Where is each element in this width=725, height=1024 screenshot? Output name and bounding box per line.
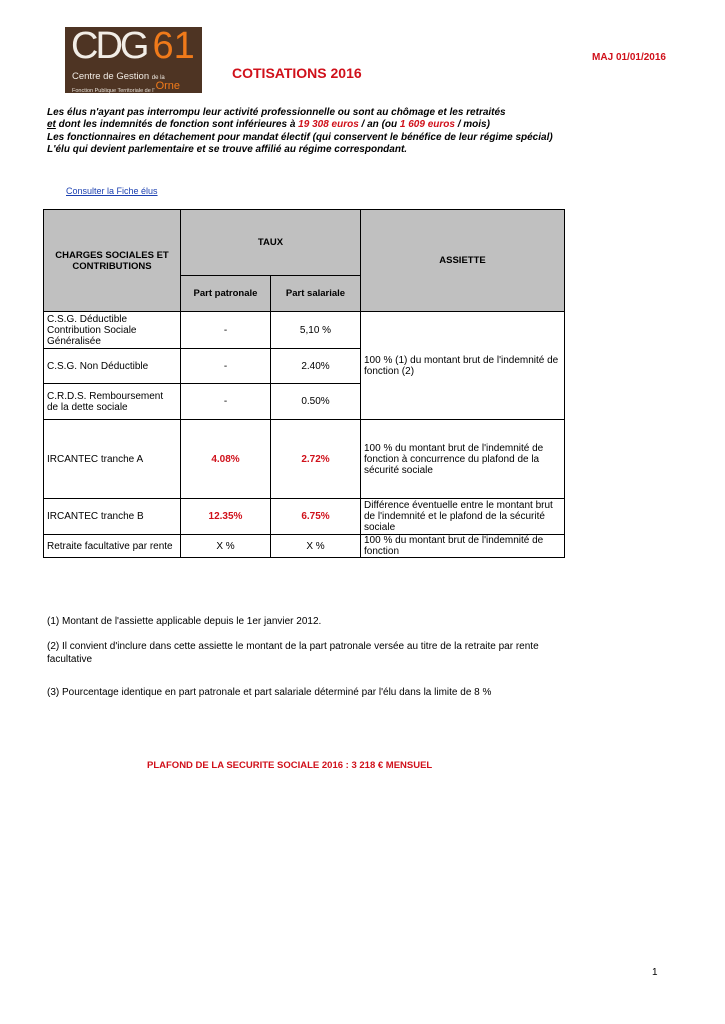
row-patronale: X % xyxy=(181,535,271,558)
cotisations-table xyxy=(43,209,565,558)
amount-month: 1 609 euros xyxy=(399,119,455,131)
plafond-securite-sociale: PLAFOND DE LA SECURITE SOCIALE 2016 : 3 218 € MENSUEL xyxy=(147,760,433,771)
logo-line2-strong: Orne xyxy=(155,80,181,92)
row-salariale: X % xyxy=(271,535,361,558)
logo-line1: Centre de Gestion xyxy=(72,71,150,82)
intro-line4: L'élu qui devient parlementaire et se trouve affilié au régime correspondant. xyxy=(47,143,408,155)
row-label: C.S.G. Déductible Contribution Sociale Généralisée xyxy=(44,312,181,349)
table-row xyxy=(44,499,565,535)
table-row xyxy=(44,420,565,499)
logo-main: CDG xyxy=(71,25,147,67)
row-salariale: 2.72% xyxy=(271,420,361,499)
update-date: MAJ 01/01/2016 xyxy=(592,52,666,63)
row-assiette-group: 100 % (1) du montant brut de l'indemnité de fonction (2) xyxy=(361,312,565,420)
logo-line1-small: de la xyxy=(151,75,165,81)
row-label: C.S.G. Non Déductible xyxy=(44,349,181,384)
logo-line2: Fonction Publique Territoriale de l' xyxy=(72,88,155,94)
intro-line1: Les élus n'ayant pas interrompu leur activité professionnelle ou sont au chômage et les retraités xyxy=(47,107,506,118)
header-charges: CHARGES SOCIALES ET CONTRIBUTIONS xyxy=(44,210,181,312)
row-patronale: - xyxy=(181,312,271,349)
note-1: (1) Montant de l'assiette applicable depuis le 1er janvier 2012. xyxy=(47,616,322,627)
fiche-elus-link[interactable]: Consulter la Fiche élus xyxy=(66,186,158,196)
row-salariale: 2.40% xyxy=(271,349,361,384)
row-assiette: 100 % du montant brut de l'indemnité de fonction xyxy=(361,535,565,558)
header-part-salariale: Part salariale xyxy=(271,276,361,312)
header-assiette: ASSIETTE xyxy=(361,210,565,312)
note-3: (3) Pourcentage identique en part patronale et part salariale déterminé par l'élu dans la limite de 8 % xyxy=(47,687,492,698)
page-number: 1 xyxy=(652,967,658,978)
row-label: C.R.D.S. Remboursement de la dette sociale xyxy=(44,384,181,420)
row-salariale: 0.50% xyxy=(271,384,361,420)
row-patronale: - xyxy=(181,384,271,420)
table-row xyxy=(44,535,565,558)
row-patronale: 12.35% xyxy=(181,499,271,535)
row-salariale: 5,10 % xyxy=(271,312,361,349)
intro-line3: Les fonctionnaires en détachement pour mandat électif (qui conservent le bénéfice de leur régime spécial) xyxy=(47,131,553,143)
page-title: COTISATIONS 2016 xyxy=(232,65,362,81)
cdg-logo xyxy=(65,27,202,93)
note-2: (2) Il convient d'inclure dans cette assiette le montant de la part patronale versée au titre de la retraite par rente facultative xyxy=(47,641,539,665)
table-row xyxy=(44,312,565,349)
row-label: IRCANTEC tranche B xyxy=(44,499,181,535)
logo-number: 61 xyxy=(152,25,195,67)
row-assiette: 100 % du montant brut de l'indemnité de fonction à concurrence du plafond de la sécurité sociale xyxy=(361,420,565,499)
intro-text: Les élus n'ayant pas interrompu leur activité professionnelle ou sont au chômage et les retraités et dont les indemnités de fonction sont inférieures à 19 308 euros / an (ou 1 609 euros / mois) Les fonctionnaires en détachement pour mandat électif (qui conservent le bénéfice de leur régime spécial) L'élu qui devient parlementaire et se trouve affilié au régime correspondant. xyxy=(47,107,567,156)
amount-year: 19 308 euros xyxy=(298,119,359,131)
header-part-patronale: Part patronale xyxy=(181,276,271,312)
row-salariale: 6.75% xyxy=(271,499,361,535)
row-assiette: Différence éventuelle entre le montant brut de l'indemnité et le plafond de la sécurité sociale xyxy=(361,499,565,535)
row-patronale: 4.08% xyxy=(181,420,271,499)
intro-et: et xyxy=(47,119,56,131)
row-label: Retraite facultative par rente xyxy=(44,535,181,558)
header-taux: TAUX xyxy=(181,210,361,276)
row-label: IRCANTEC tranche A xyxy=(44,420,181,499)
row-patronale: - xyxy=(181,349,271,384)
